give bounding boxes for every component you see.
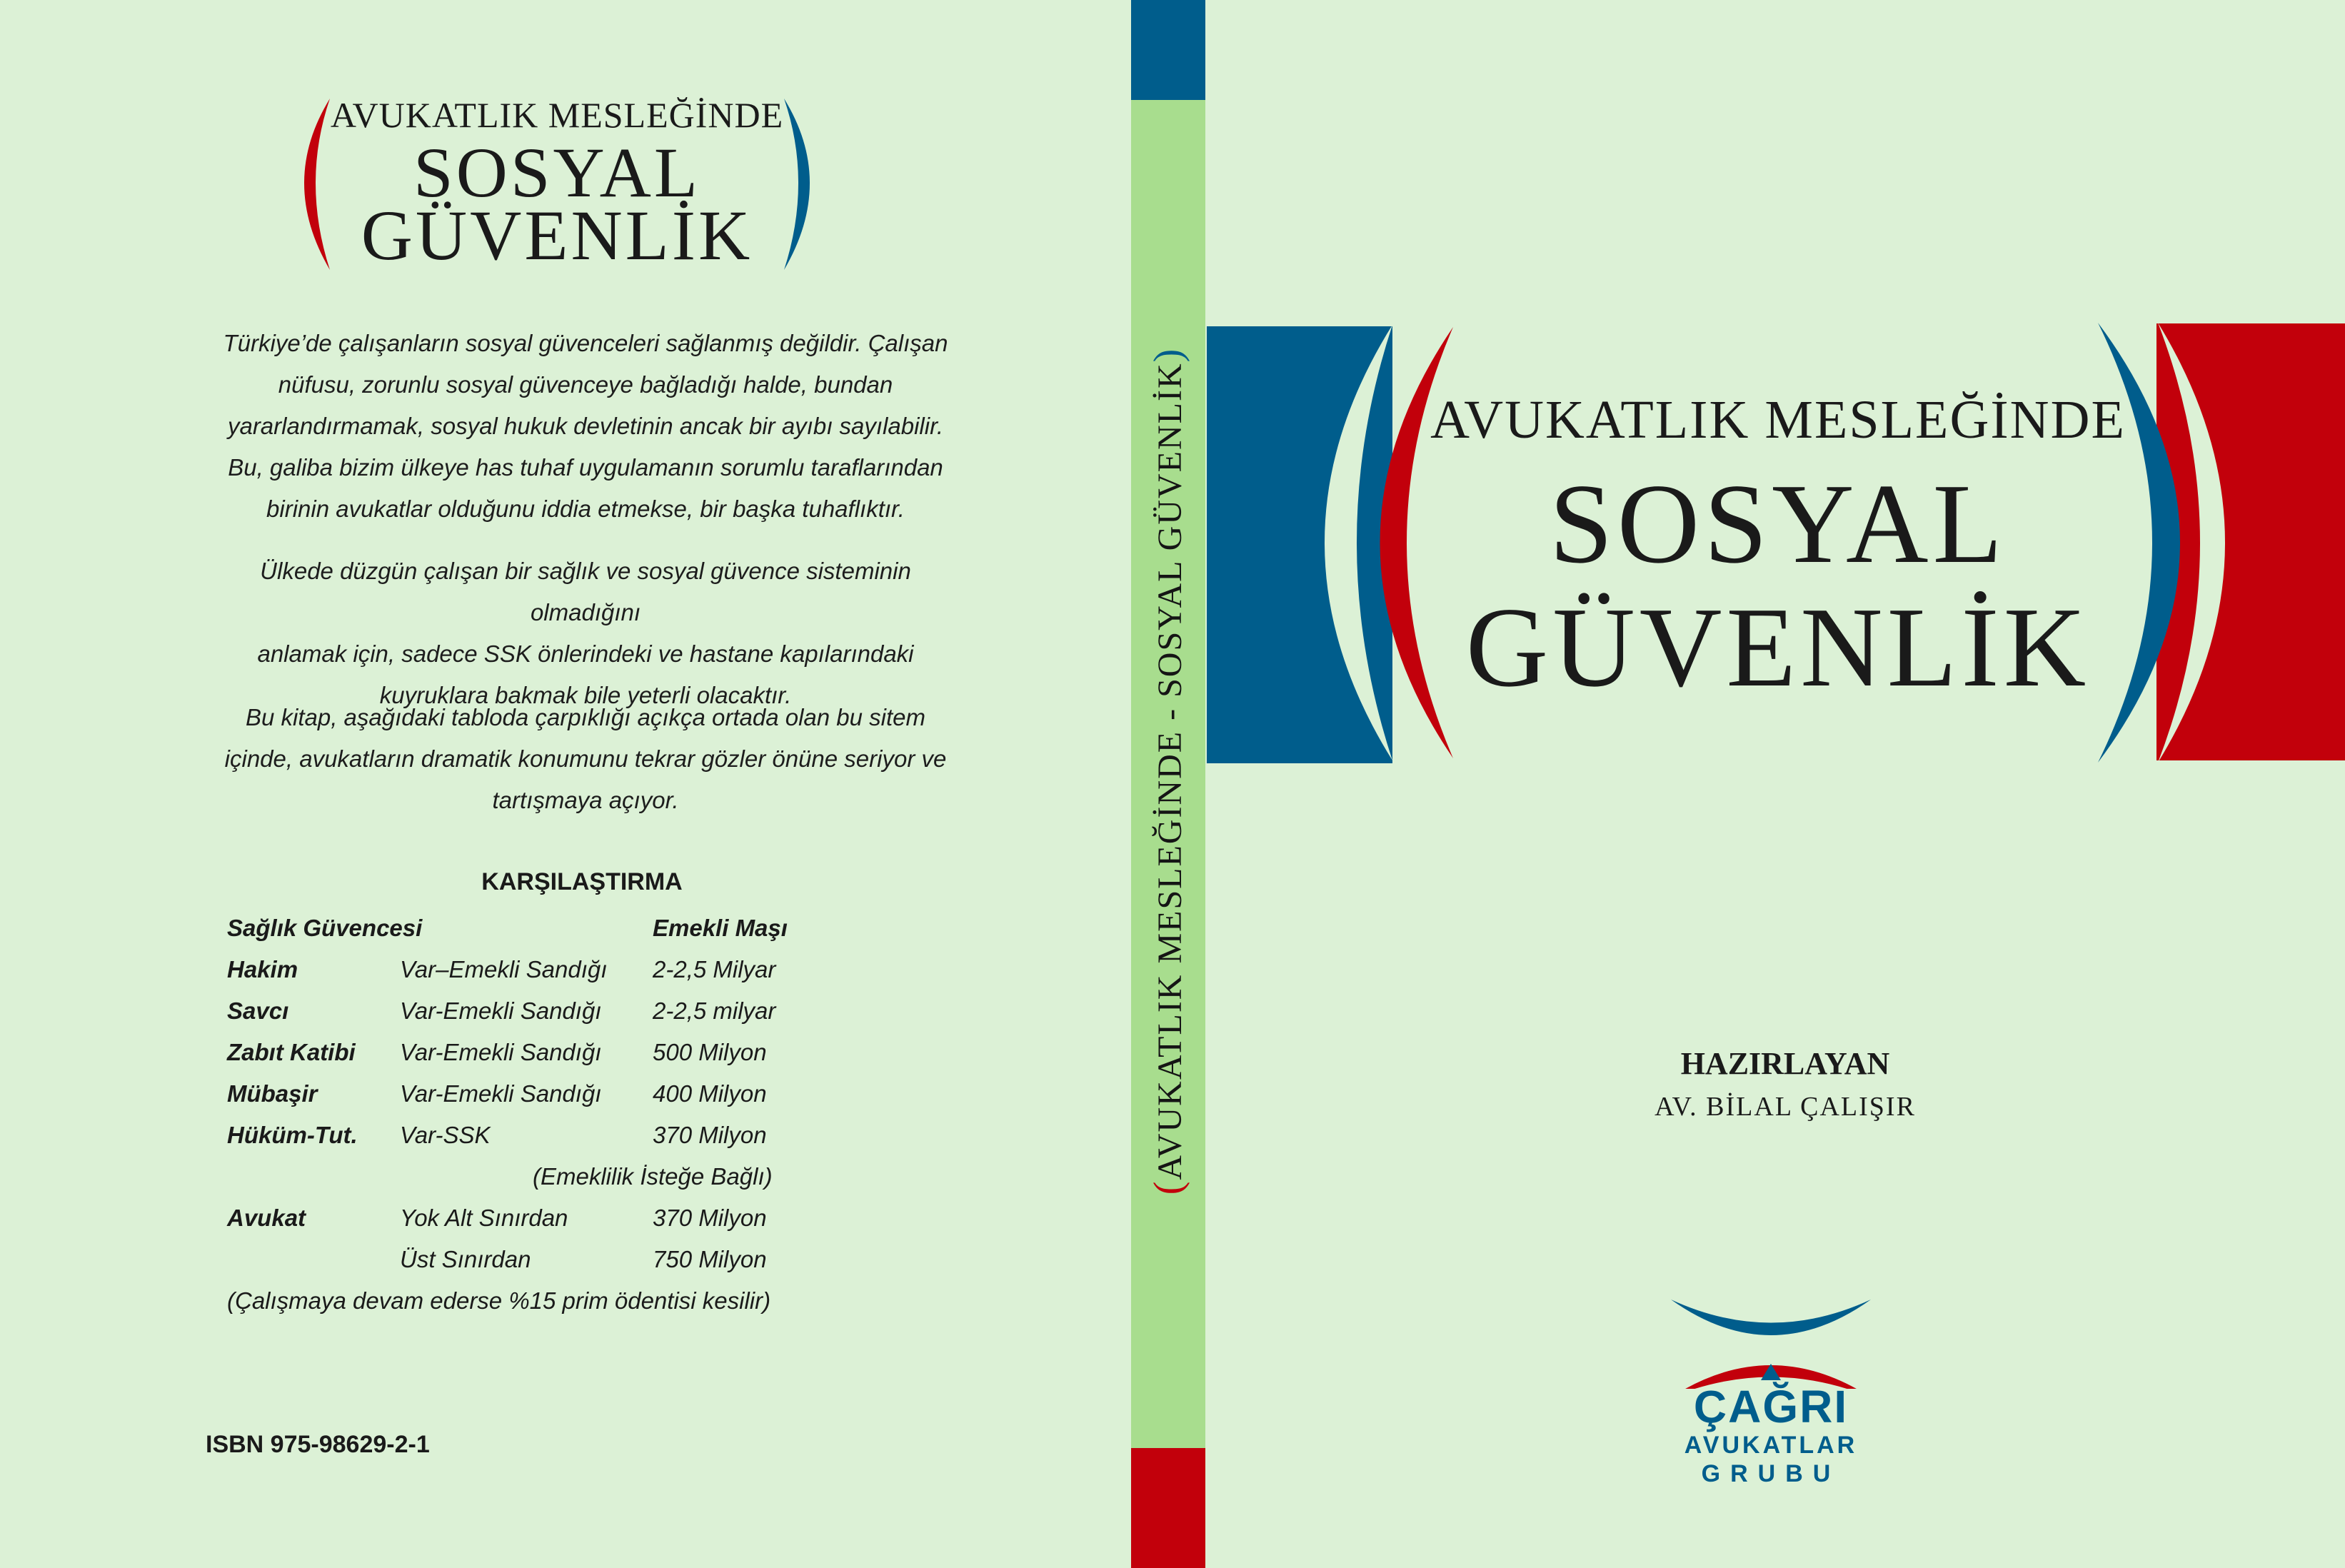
- pension-avukat-upper: 750 Milyon: [653, 1246, 767, 1272]
- health-avukat-lower: Yok Alt Sınırdan: [400, 1205, 568, 1231]
- publisher-logo: [1664, 1289, 1878, 1496]
- role-zabit-katibi: Zabıt Katibi: [227, 1039, 356, 1065]
- text-line: içinde, avukatların dramatik konumunu tekrar gözler önüne seriyor ve: [224, 745, 947, 772]
- text-line: Ülkede düzgün çalışan bir sağlık ve sosyal güvence sisteminin olmadığını: [260, 558, 911, 625]
- role-avukat: Avukat: [227, 1205, 306, 1231]
- role-mubasir: Mübaşir: [227, 1080, 318, 1107]
- prepared-by-label: HAZIRLAYAN: [1680, 1046, 1890, 1081]
- back-title-line2: SOSYAL: [413, 133, 701, 212]
- spine-close-paren: ): [1146, 347, 1190, 363]
- role-hakim: Hakim: [227, 956, 298, 982]
- health-savci: Var-Emekli Sandığı: [400, 997, 602, 1024]
- front-title-line2: SOSYAL: [1549, 460, 2007, 587]
- spine-blue-block: [1131, 0, 1205, 100]
- pension-mubasir: 400 Milyon: [653, 1080, 767, 1107]
- note-optional-retirement: (Emeklilik İsteğe Bağlı): [533, 1163, 773, 1190]
- spine-red-block: [1131, 1448, 1205, 1568]
- pension-hakim: 2-2,5 Milyar: [653, 956, 776, 982]
- comparison-title: KARŞILAŞTIRMA: [481, 868, 683, 895]
- logo-line1: ÇAĞRI: [1693, 1381, 1849, 1432]
- front-title-line3: GÜVENLİK: [1465, 583, 2091, 710]
- blurb-paragraph-2: [214, 551, 957, 716]
- comparison-footnote: (Çalışmaya devam ederse %15 prim ödentisi kesilir): [227, 1287, 771, 1314]
- logo-line3: GRUBU: [1701, 1460, 1841, 1487]
- author-name: AV. BİLAL ÇALIŞIR: [1654, 1092, 1916, 1122]
- blurb-paragraph-1: [214, 323, 957, 530]
- header-pension: Emekli Maşı: [653, 915, 788, 941]
- back-cover-title-block: [286, 86, 828, 278]
- pension-savci: 2-2,5 milyar: [653, 997, 776, 1024]
- logo-emblem-icon: [1664, 1289, 1878, 1389]
- health-hukum-tut: Var-SSK: [400, 1122, 491, 1148]
- text-line: Bu, galiba bizim ülkeye has tuhaf uygulamanın sorumlu taraflarından: [228, 454, 943, 481]
- spine-title-text: AVUKATLIK MESLEĞİNDE - SOSYAL GÜVENLİK: [1151, 362, 1189, 1180]
- text-line: tartışmaya açıyor.: [492, 787, 679, 813]
- pension-hukum-tut: 370 Milyon: [653, 1122, 767, 1148]
- pension-avukat-lower: 370 Milyon: [653, 1205, 767, 1231]
- spine-title: [1145, 348, 1191, 1195]
- health-mubasir: Var-Emekli Sandığı: [400, 1080, 602, 1107]
- back-title-line3: GÜVENLİK: [361, 196, 753, 275]
- header-health: Sağlık Güvencesi: [227, 915, 423, 941]
- text-line: Türkiye’de çalışanların sosyal güvenceleri sağlanmış değildir. Çalışan: [223, 330, 948, 356]
- text-line: yararlandırmamak, sosyal hukuk devletinin ancak bir ayıbı sayılabilir.: [227, 413, 944, 439]
- health-zabit-katibi: Var-Emekli Sandığı: [400, 1039, 602, 1065]
- health-avukat-upper: Üst Sınırdan: [400, 1246, 531, 1272]
- logo-line2: AVUKATLAR: [1684, 1432, 1858, 1459]
- text-line: Bu kitap, aşağıdaki tabloda çarpıklığı açıkça ortada olan bu sitem: [245, 704, 926, 730]
- spine-open-paren: (: [1146, 1180, 1190, 1195]
- isbn: ISBN 975-98629-2-1: [206, 1431, 430, 1458]
- back-title-line1: AVUKATLIK MESLEĞİNDE: [330, 95, 784, 135]
- text-line: nüfusu, zorunlu sosyal güvenceye bağladığı halde, bundan: [278, 371, 893, 398]
- health-hakim: Var–Emekli Sandığı: [400, 956, 608, 982]
- blurb-paragraph-3: [214, 697, 957, 821]
- pension-zabit-katibi: 500 Milyon: [653, 1039, 767, 1065]
- logo-blue-arc: [1671, 1300, 1871, 1335]
- text-line: anlamak için, sadece SSK önlerindeki ve hastane kapılarındaki: [257, 640, 914, 667]
- text-line: birinin avukatlar olduğunu iddia etmekse, bir başka tuhaflıktır.: [266, 496, 905, 522]
- front-title-line1: AVUKATLIK MESLEĞİNDE: [1430, 390, 2126, 450]
- role-hukum-tut: Hüküm-Tut.: [227, 1122, 358, 1148]
- text-line: kuyruklara bakmak bile yeterli olacaktır.: [379, 682, 792, 708]
- role-savci: Savcı: [227, 997, 289, 1024]
